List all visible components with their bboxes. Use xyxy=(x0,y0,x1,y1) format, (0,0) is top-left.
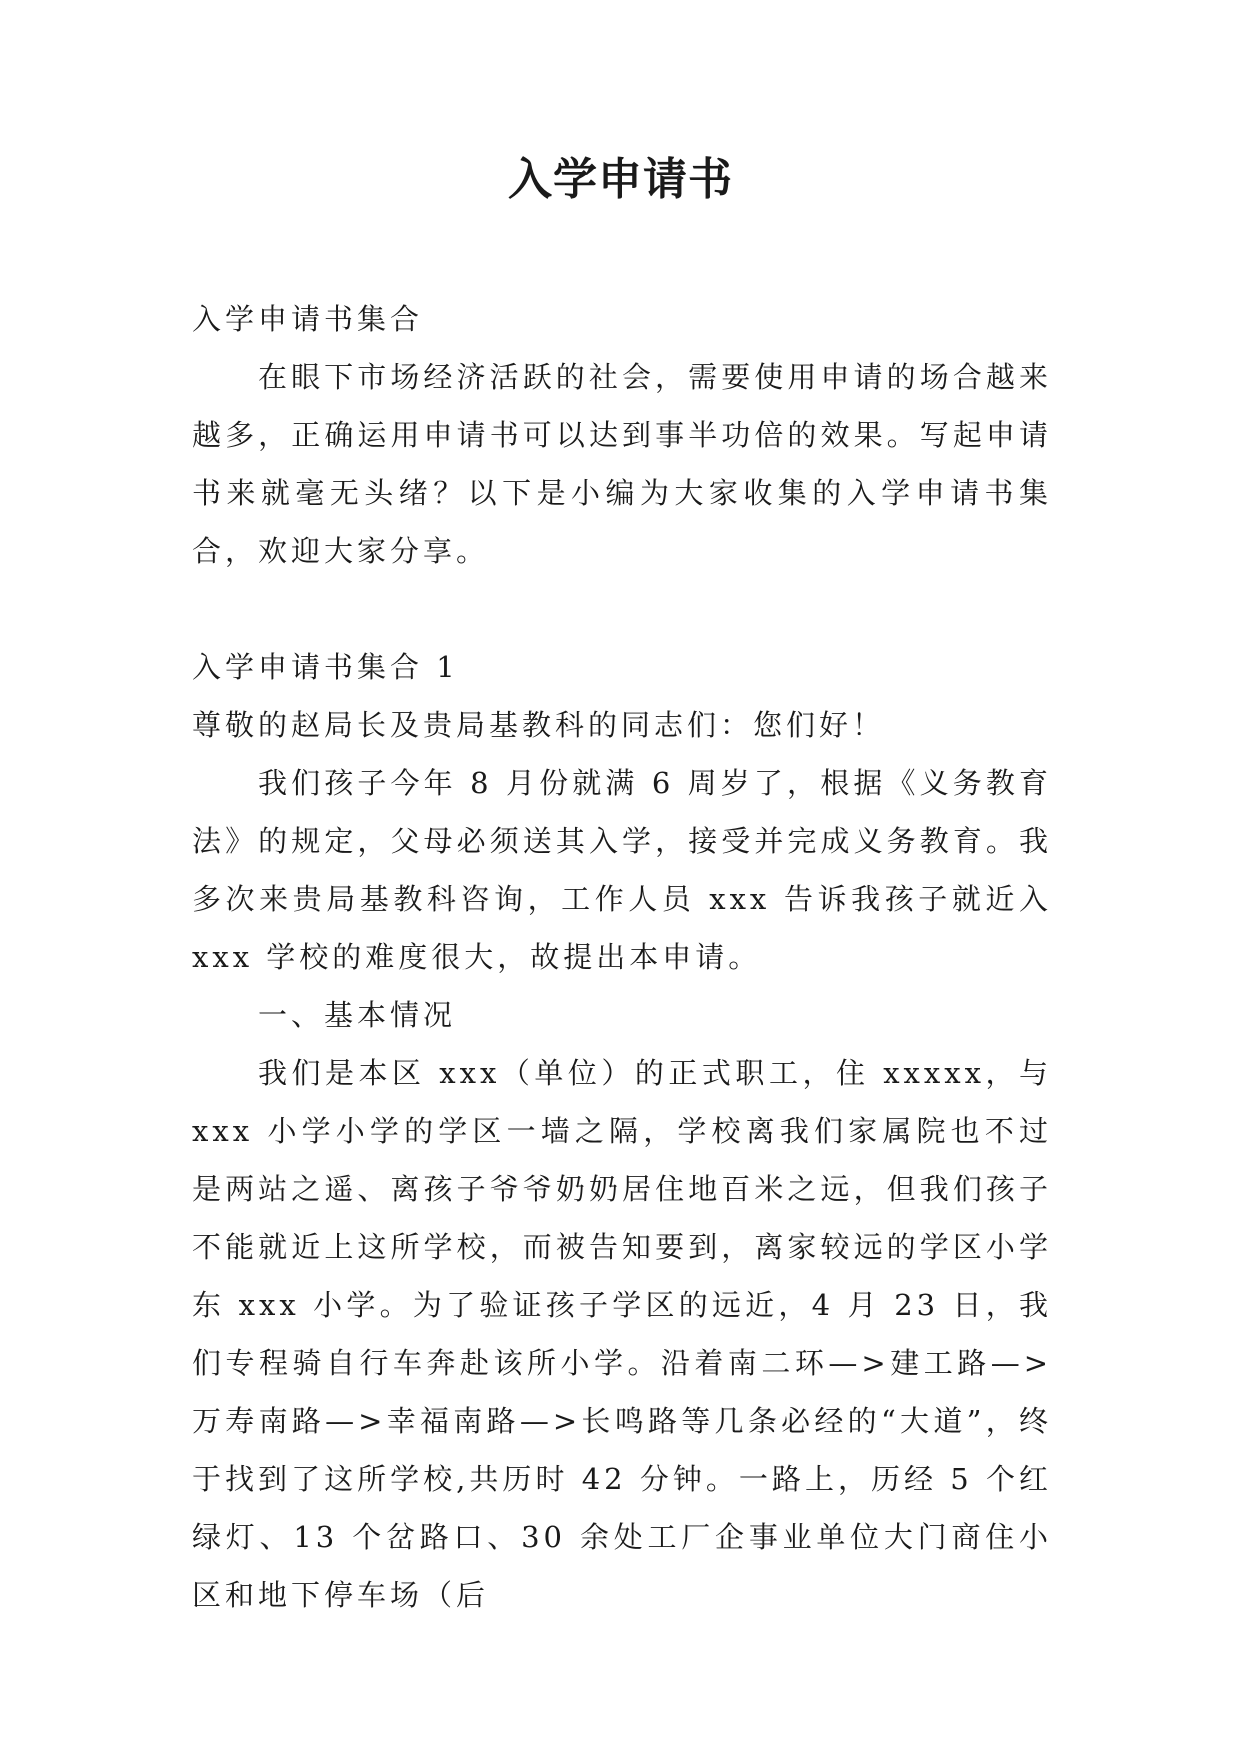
intro-paragraph: 在眼下市场经济活跃的社会，需要使用申请的场合越来越多，正确运用申请书可以达到事半功倍的效果。写起申请书来就毫无头绪？以下是小编为大家收集的入学申请书集合，欢迎大家分享。 xyxy=(192,360,1052,568)
salutation: 尊敬的赵局长及贵局基教科的同志们：您们好！ xyxy=(192,708,886,742)
document-title: 入学申请书 xyxy=(508,154,733,205)
basic-info-heading: 一、基本情况 xyxy=(258,998,457,1032)
subtitle: 入学申请书集合 xyxy=(192,302,424,336)
body-paragraph-2: 我们是本区 xxx（单位）的正式职工，住 xxxxx，与 xxx 小学小学的学区一墙之隔，学校离我们家属院也不过是两站之遥、离孩子爷爷奶奶居住地百米之远，但我们孩子不能就近上这所学校，而被告知要到，离家较远的学区小学东 xxx 小学。为了验证孩子学区的远近，4 月 23 日，我们专程骑自行车奔赴该所小学。沿着南二环—>建工路—>万寿南路—>幸福南路—>长鸣路等几条必经的“大道”，终于找到了这所学校,共历时 42 分钟。一路上，历经 5 个红绿灯、13 个岔路口、30 余处工厂企事业单位大门商住小区和地下停车场（后 xyxy=(192,1056,1052,1612)
document-body xyxy=(192,290,1052,1624)
section-heading: 入学申请书集合 1 xyxy=(192,650,459,684)
body-paragraph-1: 我们孩子今年 8 月份就满 6 周岁了，根据《义务教育法》的规定，父母必须送其入学，接受并完成义务教育。我多次来贵局基教科咨询，工作人员 xxx 告诉我孩子就近入 xxx 学校的难度很大，故提出本申请。 xyxy=(192,766,1052,974)
